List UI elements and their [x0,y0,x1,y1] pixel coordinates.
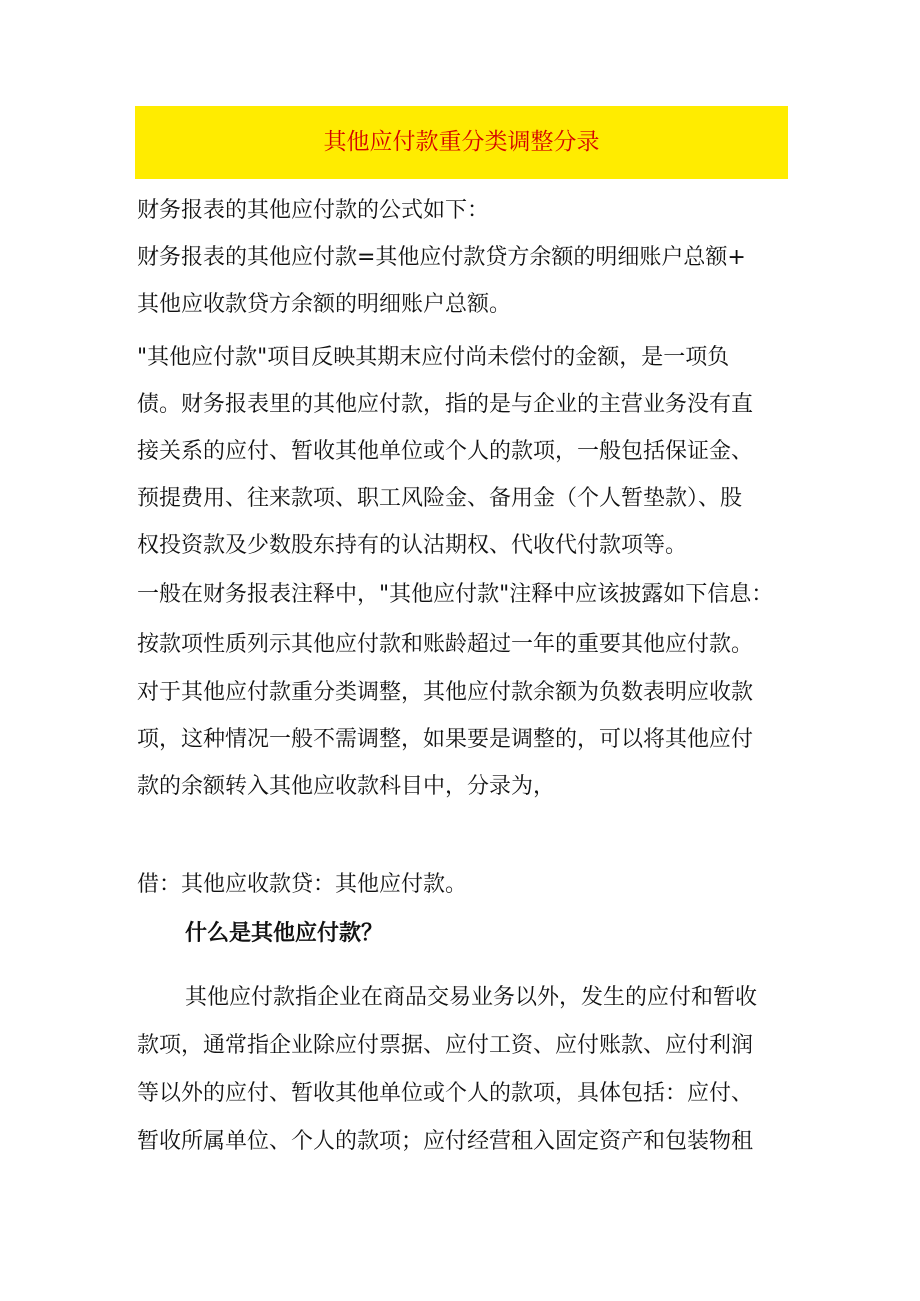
title-banner [135,106,788,179]
paragraph-formula-line-1: 财务报表的其他应付款=其他应付款贷方余额的明细账户总额+ [137,245,746,270]
paragraph-definition-line-2: 债。财务报表里的其他应付款，指的是与企业的主营业务没有直 [137,392,754,417]
paragraph-explanation-line-2: 款项，通常指企业除应付票据、应付工资、应付账款、应付利润 [137,1033,754,1058]
journal-entry: 借：其他应收款贷：其他应付款。 [137,872,468,897]
paragraph-explanation-line-4: 暂收所属单位、个人的款项；应付经营租入固定资产和包装物租 [137,1129,754,1154]
section-heading: 什么是其他应付款？ [185,921,384,946]
paragraph-explanation-line-1: 其他应付款指企业在商品交易业务以外，发生的应付和暂收 [185,985,758,1010]
paragraph-reclass-line-3: 款的余额转入其他应收款科目中，分录为， [137,774,556,799]
paragraph-reclass-line-1: 对于其他应付款重分类调整，其他应付款余额为负数表明应收款 [137,680,754,705]
paragraph-formula-intro: 财务报表的其他应付款的公式如下： [137,198,490,223]
paragraph-disclosure-line-1: 一般在财务报表注释中，"其他应付款"注释中应该披露如下信息： [137,582,774,607]
paragraph-definition-line-3: 接关系的应付、暂收其他单位或个人的款项，一般包括保证金、 [137,439,754,464]
paragraph-explanation-line-3: 等以外的应付、暂收其他单位或个人的款项，具体包括：应付、 [137,1081,754,1106]
paragraph-formula-line-2: 其他应收款贷方余额的明细账户总额。 [137,292,512,317]
document-title: 其他应付款重分类调整分录 [323,129,600,155]
paragraph-definition-line-4: 预提费用、往来款项、职工风险金、备用金（个人暂垫款）、股 [137,486,743,511]
paragraph-definition-line-1: "其他应付款"项目反映其期末应付尚未偿付的金额，是一项负 [137,345,730,370]
paragraph-definition-line-5: 权投资款及少数股东持有的认沽期权、代收代付款项等。 [137,533,688,558]
paragraph-disclosure-line-2: 按款项性质列示其他应付款和账龄超过一年的重要其他应付款。 [137,632,754,657]
paragraph-reclass-line-2: 项，这种情况一般不需调整，如果要是调整的，可以将其他应付 [137,727,754,752]
